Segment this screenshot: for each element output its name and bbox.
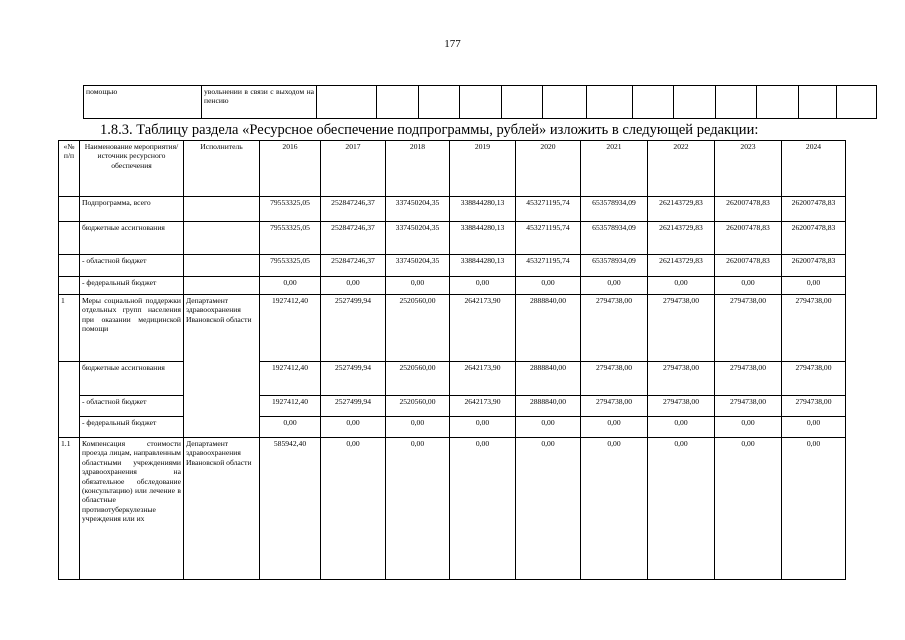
cell-value: 0,00 <box>715 417 782 438</box>
cell-value: 79553325,05 <box>260 222 321 255</box>
table-header-row <box>59 141 846 197</box>
cell-value: 0,00 <box>715 438 782 580</box>
previous-table-fragment <box>83 85 877 119</box>
cell-value: 338844280,13 <box>450 197 516 222</box>
table-row <box>59 255 846 277</box>
header-num: «№ п/п <box>59 141 80 197</box>
cell-value: 653578934,09 <box>581 255 648 277</box>
cell-executor <box>184 222 260 255</box>
cell-value: 2794738,00 <box>782 295 846 362</box>
cell-value: 453271195,74 <box>516 197 581 222</box>
cell-value: 252847246,37 <box>321 197 386 222</box>
cell-value: 262007478,83 <box>782 197 846 222</box>
table-row <box>59 362 846 396</box>
cell-num: 1 <box>59 295 80 362</box>
header-year: 2022 <box>648 141 715 197</box>
table-row <box>59 222 846 255</box>
cell-value: 2794738,00 <box>648 362 715 396</box>
header-year: 2023 <box>715 141 782 197</box>
cell-label: - областной бюджет <box>80 255 184 277</box>
cell-value: 453271195,74 <box>516 222 581 255</box>
header-year: 2021 <box>581 141 648 197</box>
cell-value: 0,00 <box>715 277 782 295</box>
page-number: 177 <box>444 38 461 50</box>
cell-value: 0,00 <box>386 438 450 580</box>
cell-value: 79553325,05 <box>260 197 321 222</box>
cell-executor <box>184 417 260 438</box>
cell-value: 337450204,35 <box>386 222 450 255</box>
header-executor: Исполнитель <box>184 141 260 197</box>
cell-value: 0,00 <box>648 438 715 580</box>
cell-value: 2888840,00 <box>516 295 581 362</box>
cell-value: 0,00 <box>782 277 846 295</box>
empty-cell <box>502 86 543 119</box>
cell-value: 2794738,00 <box>715 396 782 417</box>
empty-cell <box>317 86 377 119</box>
table-row <box>59 197 846 222</box>
table-row <box>59 295 846 362</box>
cell-value: 0,00 <box>648 277 715 295</box>
cell-executor: увольнении в связи с выходом на пенсию <box>202 86 317 119</box>
cell-value: 2527499,94 <box>321 295 386 362</box>
cell-label: Меры социальной поддержки отдельных групп населения при оказании медицинской помощи <box>80 295 184 362</box>
empty-cell <box>716 86 757 119</box>
cell-value: 0,00 <box>321 417 386 438</box>
cell-executor <box>184 396 260 417</box>
cell-value: 338844280,13 <box>450 222 516 255</box>
cell-value: 2794738,00 <box>581 295 648 362</box>
cell-value: 0,00 <box>516 277 581 295</box>
table-row <box>84 86 877 119</box>
header-year: 2017 <box>321 141 386 197</box>
section-heading: 1.8.3. Таблицу раздела «Ресурсное обеспечение подпрограммы, рублей» изложить в следующей редакции: <box>100 122 759 138</box>
cell-value: 0,00 <box>450 438 516 580</box>
cell-value: 2888840,00 <box>516 362 581 396</box>
table-row <box>59 396 846 417</box>
cell-executor <box>184 255 260 277</box>
cell-value: 0,00 <box>321 277 386 295</box>
cell-value: 2520560,00 <box>386 396 450 417</box>
header-name: Наименование мероприятия/источник ресурсного обеспечения <box>80 141 184 197</box>
cell-value: 0,00 <box>516 438 581 580</box>
empty-cell <box>419 86 460 119</box>
cell-num <box>59 417 80 438</box>
cell-value: 262143729,83 <box>648 255 715 277</box>
cell-value: 0,00 <box>581 277 648 295</box>
cell-value: 0,00 <box>581 417 648 438</box>
cell-label: бюджетные ассигнования <box>80 362 184 396</box>
cell-value: 0,00 <box>450 417 516 438</box>
cell-executor <box>184 277 260 295</box>
cell-value: 0,00 <box>450 277 516 295</box>
empty-cell <box>587 86 633 119</box>
cell-value: 79553325,05 <box>260 255 321 277</box>
empty-cell <box>460 86 502 119</box>
empty-cell <box>799 86 837 119</box>
cell-value: 1927412,40 <box>260 362 321 396</box>
cell-num: 1.1 <box>59 438 80 580</box>
cell-value: 337450204,35 <box>386 197 450 222</box>
cell-executor <box>184 362 260 396</box>
cell-value: 0,00 <box>581 438 648 580</box>
cell-value: 252847246,37 <box>321 255 386 277</box>
cell-value: 337450204,35 <box>386 255 450 277</box>
cell-value: 262143729,83 <box>648 222 715 255</box>
cell-value: 2794738,00 <box>581 396 648 417</box>
header-year: 2019 <box>450 141 516 197</box>
header-year: 2024 <box>782 141 846 197</box>
cell-value: 2794738,00 <box>782 396 846 417</box>
cell-num <box>59 362 80 396</box>
cell-value: 1927412,40 <box>260 295 321 362</box>
cell-value: 2888840,00 <box>516 396 581 417</box>
cell-num <box>59 396 80 417</box>
cell-name: помощью <box>84 86 202 119</box>
cell-value: 653578934,09 <box>581 222 648 255</box>
cell-value: 2527499,94 <box>321 396 386 417</box>
cell-value: 262007478,83 <box>782 255 846 277</box>
cell-value: 1927412,40 <box>260 396 321 417</box>
empty-cell <box>543 86 587 119</box>
cell-num <box>59 222 80 255</box>
cell-value: 453271195,74 <box>516 255 581 277</box>
cell-value: 0,00 <box>260 417 321 438</box>
table-row <box>59 277 846 295</box>
cell-value: 0,00 <box>386 277 450 295</box>
cell-label: Подпрограмма, всего <box>80 197 184 222</box>
empty-cell <box>837 86 877 119</box>
table-row <box>59 417 846 438</box>
header-year: 2018 <box>386 141 450 197</box>
cell-value: 262007478,83 <box>715 197 782 222</box>
cell-value: 2642173,90 <box>450 295 516 362</box>
cell-value: 2527499,94 <box>321 362 386 396</box>
cell-value: 2520560,00 <box>386 295 450 362</box>
table-row <box>59 438 846 580</box>
cell-label: Компенсация стоимости проезда лицам, направленным областными учреждениями здравоохранения на обязательное обследование (консультацию) или лечение в областные противотуберкулезные учреждения или их <box>80 438 184 580</box>
cell-num <box>59 277 80 295</box>
header-year: 2020 <box>516 141 581 197</box>
cell-value: 2794738,00 <box>715 362 782 396</box>
cell-label: бюджетные ассигнования <box>80 222 184 255</box>
cell-value: 338844280,13 <box>450 255 516 277</box>
cell-value: 2520560,00 <box>386 362 450 396</box>
cell-num <box>59 197 80 222</box>
empty-cell <box>757 86 799 119</box>
cell-value: 2794738,00 <box>782 362 846 396</box>
header-year: 2016 <box>260 141 321 197</box>
cell-label: - федеральный бюджет <box>80 277 184 295</box>
cell-label: - федеральный бюджет <box>80 417 184 438</box>
empty-cell <box>633 86 674 119</box>
cell-value: 2794738,00 <box>581 362 648 396</box>
cell-executor <box>184 197 260 222</box>
cell-value: 653578934,09 <box>581 197 648 222</box>
cell-value: 0,00 <box>648 417 715 438</box>
cell-value: 262007478,83 <box>715 222 782 255</box>
cell-executor: Департамент здравоохранения Ивановской области <box>184 295 260 362</box>
cell-num <box>59 255 80 277</box>
cell-value: 2794738,00 <box>648 295 715 362</box>
cell-value: 2642173,90 <box>450 396 516 417</box>
cell-value: 0,00 <box>386 417 450 438</box>
resource-table <box>58 140 846 580</box>
cell-value: 0,00 <box>321 438 386 580</box>
cell-value: 2642173,90 <box>450 362 516 396</box>
empty-cell <box>674 86 716 119</box>
cell-value: 0,00 <box>516 417 581 438</box>
cell-label: - областной бюджет <box>80 396 184 417</box>
cell-value: 0,00 <box>782 417 846 438</box>
cell-executor: Департамент здравоохранения Ивановской области <box>184 438 260 580</box>
cell-value: 0,00 <box>782 438 846 580</box>
cell-value: 262007478,83 <box>782 222 846 255</box>
cell-value: 2794738,00 <box>648 396 715 417</box>
cell-value: 262007478,83 <box>715 255 782 277</box>
cell-value: 0,00 <box>260 277 321 295</box>
cell-value: 252847246,37 <box>321 222 386 255</box>
cell-value: 2794738,00 <box>715 295 782 362</box>
cell-value: 585942,40 <box>260 438 321 580</box>
empty-cell <box>377 86 419 119</box>
cell-value: 262143729,83 <box>648 197 715 222</box>
